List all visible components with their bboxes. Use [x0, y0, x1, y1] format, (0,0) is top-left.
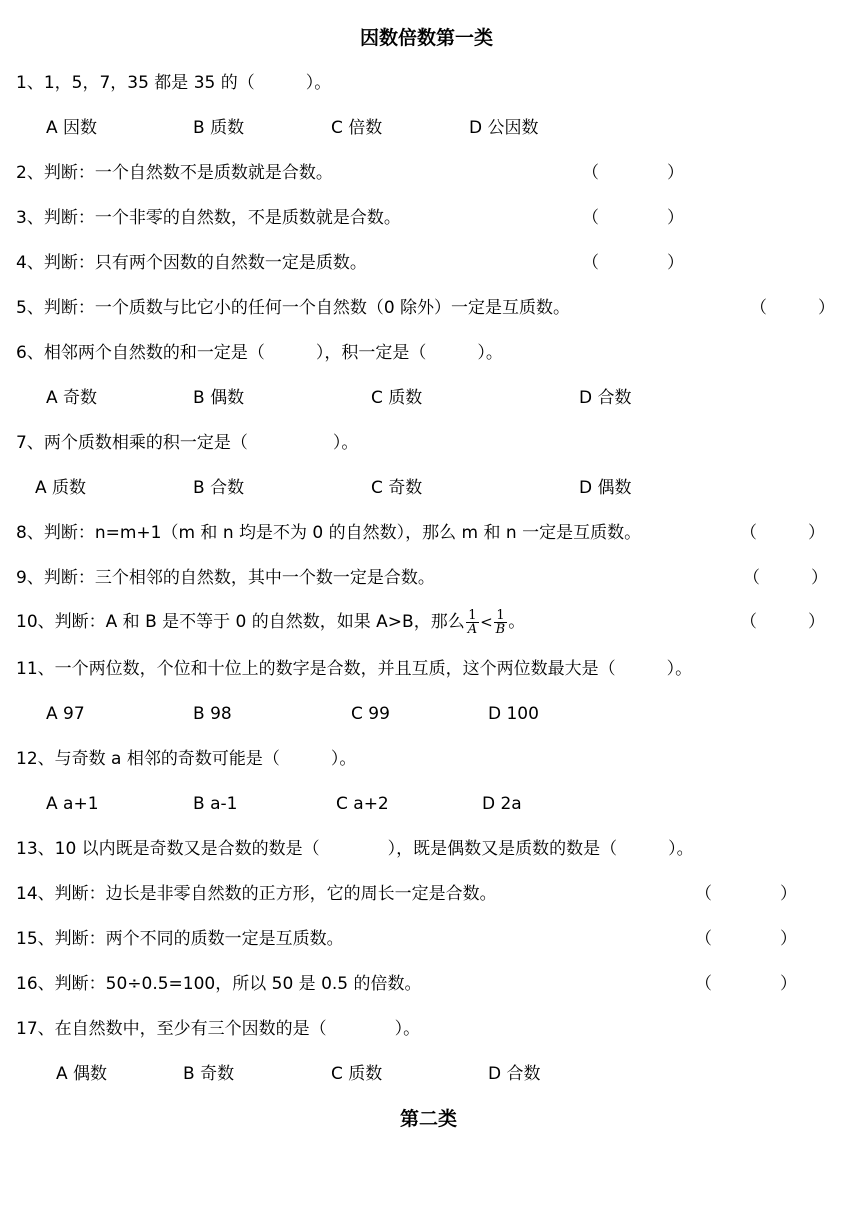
q1-option-a: A 因数: [46, 118, 98, 138]
question-5: 5、判断：一个质数与比它小的任何一个自然数（0 除外）一定是互质数。: [16, 298, 571, 318]
less-than-sign: <: [480, 613, 493, 631]
q17-option-d: D 合数: [488, 1064, 541, 1084]
q15-answer-blank: （ ）: [695, 929, 797, 949]
q5-answer-blank: （ ）: [750, 298, 835, 318]
question-14: 14、判断：边长是非零自然数的正方形，它的周长一定是合数。: [16, 884, 497, 904]
question-17: 17、在自然数中，至少有三个因数的是（ ）。: [16, 1019, 421, 1039]
question-16: 16、判断：50÷0.5=100，所以 50 是 0.5 的倍数。: [16, 974, 422, 994]
question-6: 6、相邻两个自然数的和一定是（ ），积一定是（ ）。: [16, 343, 503, 363]
question-7: 7、两个质数相乘的积一定是（ ）。: [16, 433, 359, 453]
q12-option-a: A a+1: [46, 794, 99, 814]
q17-option-b: B 奇数: [183, 1064, 235, 1084]
fraction-1-over-a: [466, 609, 479, 636]
q17-option-c: C 质数: [331, 1064, 383, 1084]
q7-option-c: C 奇数: [371, 478, 423, 498]
q2-answer-blank: （ ）: [582, 163, 684, 183]
question-1: 1、1，5，7，35 都是 35 的（ ）。: [16, 73, 332, 93]
q7-option-b: B 合数: [193, 478, 245, 498]
fraction-1-numerator: 1: [466, 609, 479, 623]
q6-option-c: C 质数: [371, 388, 423, 408]
q11-option-d: D 100: [488, 704, 539, 724]
question-12: 12、与奇数 a 相邻的奇数可能是（ ）。: [16, 749, 357, 769]
q12-option-d: D 2a: [482, 794, 522, 814]
section-2-heading: 第二类: [400, 1108, 458, 1130]
q16-answer-blank: （ ）: [695, 974, 797, 994]
q11-option-a: A 97: [46, 704, 85, 724]
page-title: 因数倍数第一类: [360, 27, 494, 49]
q11-option-c: C 99: [351, 704, 390, 724]
q6-option-b: B 偶数: [193, 388, 245, 408]
q12-option-c: C a+2: [336, 794, 389, 814]
question-13: 13、10 以内既是奇数又是合数的数是（ ），既是偶数又是质数的数是（ ）。: [16, 839, 694, 859]
question-2: 2、判断：一个自然数不是质数就是合数。: [16, 163, 333, 183]
q8-answer-blank: （ ）: [740, 523, 825, 543]
question-8: 8、判断：n=m+1（m 和 n 均是不为 0 的自然数），那么 m 和 n 一定是互质数。: [16, 523, 642, 543]
q7-option-a: A 质数: [35, 478, 87, 498]
q17-option-a: A 偶数: [56, 1064, 108, 1084]
q10-answer-blank: （ ）: [740, 612, 825, 632]
q14-answer-blank: （ ）: [695, 884, 797, 904]
q1-option-b: B 质数: [193, 118, 245, 138]
q9-answer-blank: （ ）: [743, 568, 828, 588]
fraction-1-denominator: A: [467, 621, 478, 637]
q6-option-a: A 奇数: [46, 388, 98, 408]
q10-text: 10、判断：A 和 B 是不等于 0 的自然数，如果 A>B，那么: [16, 612, 465, 632]
question-3: 3、判断：一个非零的自然数，不是质数就是合数。: [16, 208, 401, 228]
question-11: 11、一个两位数，个位和十位上的数字是合数，并且互质，这个两位数最大是（ ）。: [16, 659, 693, 679]
q11-option-b: B 98: [193, 704, 232, 724]
q1-option-c: C 倍数: [331, 118, 383, 138]
q1-option-d: D 公因数: [469, 118, 539, 138]
q3-answer-blank: （ ）: [582, 208, 684, 228]
question-10: [16, 608, 525, 636]
q4-answer-blank: （ ）: [582, 253, 684, 273]
fraction-2-numerator: 1: [494, 609, 508, 623]
fraction-1-over-b: [494, 609, 508, 636]
question-15: 15、判断：两个不同的质数一定是互质数。: [16, 929, 344, 949]
q12-option-b: B a-1: [193, 794, 238, 814]
q10-end: 。: [508, 612, 526, 632]
q6-option-d: D 合数: [579, 388, 632, 408]
question-9: 9、判断：三个相邻的自然数，其中一个数一定是合数。: [16, 568, 435, 588]
question-4: 4、判断：只有两个因数的自然数一定是质数。: [16, 253, 367, 273]
q7-option-d: D 偶数: [579, 478, 632, 498]
fraction-2-denominator: B: [495, 621, 506, 637]
